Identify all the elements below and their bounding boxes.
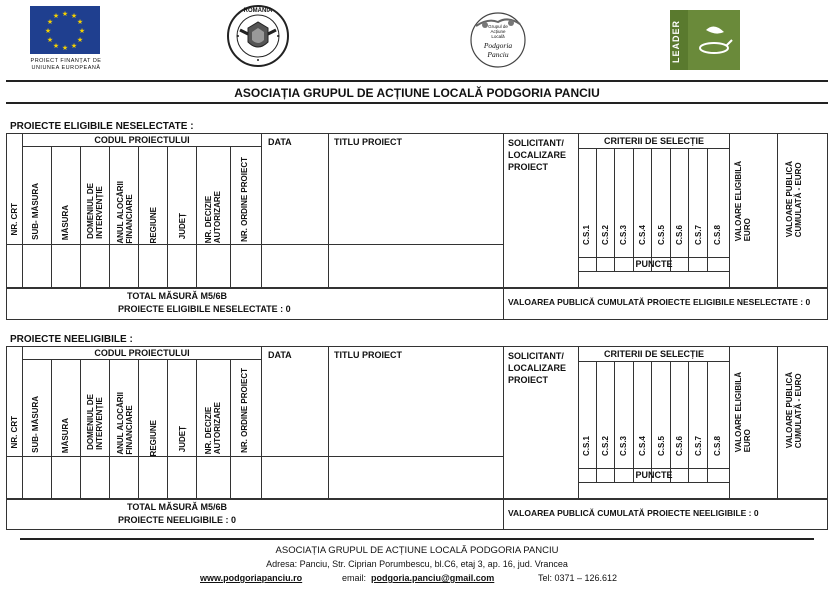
section2-sub-masura: SUB- MĂSURA [31, 396, 40, 453]
section1-titlu: TITLU PROIECT [334, 137, 402, 147]
decizie-line1: NR. DECIZIE [204, 195, 213, 244]
svg-text:★: ★ [76, 36, 84, 44]
valoare-pub-line2: CUMULATĂ - EURO [794, 162, 803, 238]
section2-cs8: C.S.8 [713, 436, 722, 457]
section2-title: PROIECTE NEELIGIBILE : [10, 334, 133, 345]
svg-text:★: ★ [78, 27, 86, 35]
valoare-elig-line1: VALOARE ELIGIBILĂ [734, 161, 743, 242]
footer-website-link[interactable]: www.podgoriapanciu.ro [200, 573, 303, 583]
section1-domeniu [86, 183, 104, 239]
section1-masura: MĂSURA [61, 205, 70, 241]
section2-puncte: PUNCTE [635, 470, 673, 480]
svg-text:★: ★ [44, 27, 52, 35]
section2-judet: JUDEȚ [178, 426, 187, 453]
valoare-pub-line1: VALOARE PUBLICĂ [785, 372, 794, 449]
solicitant-line1: SOLICITANT/ [508, 138, 564, 148]
section2-cs2: C.S.2 [601, 436, 610, 457]
gal-logo-text1: Grupul de [488, 24, 508, 29]
section1-nr-crt: NR. CRT [10, 203, 19, 236]
section2-cs1: C.S.1 [582, 436, 591, 457]
svg-text:★: ★ [46, 18, 54, 26]
valoare-elig-line2: EURO [743, 218, 752, 242]
valoare-elig-line1: VALOARE ELIGIBILĂ [734, 372, 743, 453]
leader-text: LEADER [671, 20, 681, 64]
leader-logo [670, 10, 740, 70]
section1-valoarea: VALOAREA PUBLICĂ CUMULATĂ PROIECTE ELIGIBILE NESELECTATE : 0 [508, 297, 811, 307]
section2-criterii: CRITERII DE SELECȚIE [603, 349, 704, 359]
gal-logo-text2: Acțiune [490, 29, 506, 34]
section2-valoarea: VALOAREA PUBLICĂ CUMULATĂ PROIECTE NEELIGIBILE : 0 [508, 508, 759, 518]
footer-org: ASOCIAȚIA GRUPUL DE ACȚIUNE LOCALĂ PODGORIA PANCIU [275, 545, 559, 556]
section2-table [6, 346, 828, 530]
section1-solicitant [508, 137, 566, 173]
valoare-elig-line2: EURO [743, 429, 752, 453]
section2-valoare-eligibila [734, 372, 752, 452]
section1-cs8: C.S.8 [713, 225, 722, 246]
solicitant-line2: LOCALIZARE [508, 363, 566, 373]
gal-logo-name2: Panciu [487, 50, 509, 59]
section1-data: DATA [268, 137, 292, 147]
section2-cs3: C.S.3 [619, 436, 628, 457]
section2-anul [116, 392, 134, 455]
romania-text: ROMÂNIA [243, 8, 273, 14]
svg-text:★: ★ [76, 18, 84, 26]
section2-masura: MĂSURA [61, 418, 70, 454]
svg-text:★: ★ [70, 42, 78, 50]
svg-text:★: ★ [61, 44, 69, 52]
valoare-pub-line2: CUMULATĂ - EURO [794, 373, 803, 449]
section2-codul-header: CODUL PROIECTULUI [94, 348, 190, 358]
section2-valoare-publica [785, 372, 803, 448]
section1-total-line2: PROIECTE ELIGIBILE NESELECTATE : 0 [118, 304, 291, 314]
header-rule-bottom [6, 102, 828, 104]
section1-title: PROIECTE ELIGIBILE NESELECTATE : [10, 121, 194, 132]
section2-titlu: TITLU PROIECT [334, 350, 402, 360]
footer-tel: Tel: 0371 – 126.612 [538, 573, 618, 583]
footer-email-link[interactable]: podgoria.panciu@gmail.com [371, 573, 495, 583]
svg-text:★: ★ [52, 12, 60, 20]
section1-criterii: CRITERII DE SELECȚIE [603, 136, 704, 146]
solicitant-line1: SOLICITANT/ [508, 351, 564, 361]
section1-codul-header: CODUL PROIECTULUI [94, 135, 190, 145]
section1-valoare-eligibila [734, 161, 752, 241]
section1-cs3: C.S.3 [619, 225, 628, 246]
anul-line2: FINANCIARE [125, 194, 134, 244]
section2-regiune: REGIUNE [149, 420, 158, 457]
decizie-line2: AUTORIZARE [213, 191, 222, 244]
section2-decizie [204, 402, 222, 454]
section1-cs5: C.S.5 [657, 225, 666, 246]
svg-text:★: ★ [61, 10, 69, 18]
svg-text:★: ★ [70, 12, 78, 20]
section2-total-line1: TOTAL MĂSURĂ M5/6B [126, 502, 227, 512]
decizie-line1: NR. DECIZIE [204, 406, 213, 455]
section1-puncte: PUNCTE [635, 259, 673, 269]
section2-solicitant [508, 350, 566, 386]
page-title: ASOCIAȚIA GRUPUL DE ACȚIUNE LOCALĂ PODGORIA PANCIU [234, 86, 600, 100]
section1-table [6, 133, 828, 320]
romania-coat-of-arms-logo [226, 4, 290, 68]
section2-cs4: C.S.4 [638, 436, 647, 457]
section1-judet: JUDEȚ [178, 213, 187, 240]
anul-line2: FINANCIARE [125, 405, 134, 455]
section2-ordine: NR. ORDINE PROIECT [240, 368, 249, 453]
section2-cs5: C.S.5 [657, 436, 666, 457]
section1-total-line1: TOTAL MĂSURĂ M5/6B [126, 291, 227, 301]
header-rule-top [6, 80, 828, 82]
domeniu-line2: INTERVENȚIE [95, 397, 104, 450]
footer-address: Adresa: Panciu, Str. Ciprian Porumbescu, bl.C6, etaj 3, ap. 16, jud. Vrancea [266, 559, 568, 569]
gal-podgoria-logo [470, 10, 526, 70]
anul-line1: ANUL ALOCĂRII [116, 392, 125, 455]
section1-cs1: C.S.1 [582, 225, 591, 246]
solicitant-line3: PROIECT [508, 162, 549, 172]
solicitant-line2: LOCALIZARE [508, 150, 566, 160]
eu-caption [18, 58, 114, 72]
svg-text:★: ★ [52, 42, 60, 50]
section2-domeniu [86, 394, 104, 450]
solicitant-line3: PROIECT [508, 375, 549, 385]
section1-anul [116, 181, 134, 244]
section2-nr-crt: NR. CRT [10, 416, 19, 449]
eu-flag-logo [30, 6, 100, 54]
domeniu-line1: DOMENIUL DE [86, 183, 95, 239]
eu-caption-line1: PROIECT FINANȚAT DE [30, 58, 102, 64]
section1-regiune: REGIUNE [149, 207, 158, 244]
section1-decizie [204, 191, 222, 243]
section1-cs4: C.S.4 [638, 225, 647, 246]
section1-valoare-publica [785, 161, 803, 237]
eu-caption-line2: UNIUNEA EUROPEANĂ [31, 65, 101, 71]
section1-sub-masura: SUB- MĂSURA [31, 183, 40, 240]
domeniu-line2: INTERVENȚIE [95, 186, 104, 239]
footer-email-label: email: [342, 573, 367, 583]
section2-data: DATA [268, 350, 292, 360]
valoare-pub-line1: VALOARE PUBLICĂ [785, 161, 794, 238]
section2-cs6: C.S.6 [675, 436, 684, 457]
section2-total-line2: PROIECTE NEELIGIBILE : 0 [118, 515, 237, 525]
decizie-line2: AUTORIZARE [213, 402, 222, 455]
section1-cs6: C.S.6 [675, 225, 684, 246]
section1-ordine: NR. ORDINE PROIECT [240, 157, 249, 242]
anul-line1: ANUL ALOCĂRII [116, 181, 125, 244]
domeniu-line1: DOMENIUL DE [86, 394, 95, 450]
gal-logo-name1: Podgoria [483, 41, 513, 50]
section2-cs7: C.S.7 [694, 436, 703, 457]
gal-logo-text3: Locală [491, 34, 505, 39]
svg-text:★: ★ [46, 36, 54, 44]
footer-rule [20, 538, 814, 540]
section1-cs2: C.S.2 [601, 225, 610, 246]
section1-cs7: C.S.7 [694, 225, 703, 246]
